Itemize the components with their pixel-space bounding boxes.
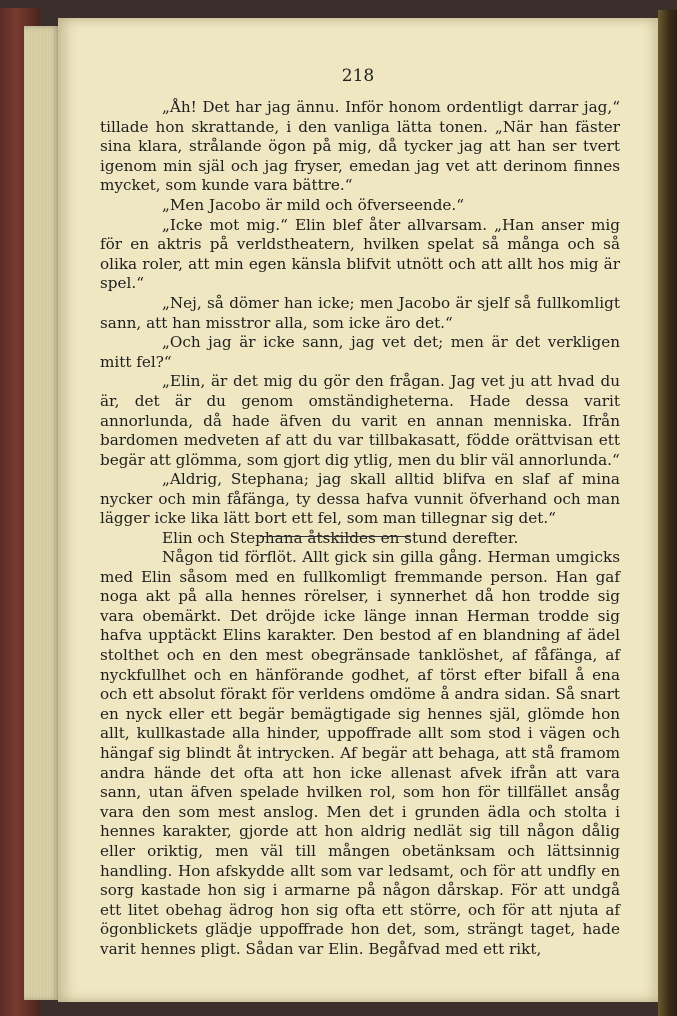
- book-page: [58, 18, 658, 1002]
- section-divider: [260, 536, 410, 537]
- paragraph: „Och jag är icke sann, jag vet det; men är det verkligen mitt fel?“: [100, 333, 620, 371]
- page-edges: [24, 26, 60, 1000]
- paragraph: „Elin, är det mig du gör den frågan. Jag vet ju att hvad du är, det är du genom omständigheterna. Hade dessa varit annorlunda, då hade äfven du varit en annan menniska. Ifrån bardomen medveten af att du var tillbakasatt, födde orättvisan ett begär att glömma, som gjort dig ytlig, men du blir väl annorlunda.“: [100, 372, 620, 469]
- paragraph: „Aldrig, Stephana; jag skall alltid blifva en slaf af mina nycker och min fåfänga, ty dessa hafva vunnit öfverhand och man lägger icke lika lätt bort ett fel, som man tillegnar sig det.“: [100, 470, 620, 528]
- paragraph: Någon tid förflöt. Allt gick sin gilla gång. Herman umgicks med Elin såsom med en fullkomligt fremmande person. Han gaf noga akt på alla hennes rörelser, i synnerhet då hon trodde sig vara obemärkt. Det dröjde icke länge innan Herman trodde sig hafva upptäckt Elins karakter. Den bestod af en blandning af ädel stolthet och en den mest obegränsade tanklöshet, af fåfänga, af nyckfullhet och en hänförande godhet, af törst efter bifall å ena och ett absolut förakt för verldens omdöme å andra sidan. Så snart en nyck eller ett begär bemägtigade sig hennes själ, glömde hon allt, kullkastade alla hinder, uppoffrade allt som stod i vägen och hängaf sig blindt åt intrycken. Af begär att behaga, att stå framom andra hände det ofta att hon icke allenast afvek ifrån att vara sann, utan äfven spelade hvilken rol, som hon för tillfället ansåg vara den som mest anslog. Men det i grunden ädla och stolta i hennes karakter, gjorde att hon aldrig nedlät sig till någon dålig eller oriktig, men väl till mången obetänksam och lättsinnig handling. Hon afskydde allt som var ledsamt, och för att undfly en sorg kastade hon sig i armarne på någon dårskap. För att undgå ett litet obehag ädrog hon sig ofta ett större, och för att njuta af ögonblickets glädje uppoffrade hon det, som, strängt taget, hade varit hennes pligt. Sådan var Elin. Begåfvad med ett rikt,: [100, 548, 620, 958]
- paragraph: „Icke mot mig.“ Elin blef åter allvarsam. „Han anser mig för en aktris på verldstheatern, hvilken spelat så många och så olika roler, att min egen känsla blifvit utnött och att allt hos mig är spel.“: [100, 215, 620, 293]
- paragraph: „Nej, så dömer han icke; men Jacobo är sjelf så fullkomligt sann, att han misstror alla, som icke äro det.“: [100, 293, 620, 332]
- narrative-section: [100, 548, 620, 959]
- binding-edge: [658, 10, 677, 1016]
- paragraph: „Åh! Det har jag ännu. Inför honom ordentligt darrar jag,“ tillade hon skrattande, i den vanliga lätta tonen. „När han fäster sina klara, strålande ögon på mig, då tycker jag att han ser tvert igenom min själ och jag fryser, emedan jag vet att derinom finnes mycket, som kunde vara bättre.“: [100, 98, 620, 195]
- dialogue-section: [100, 98, 620, 549]
- paragraph: Elin och Stephana åtskildes en stund derefter.: [162, 529, 519, 548]
- page-number: 218: [341, 66, 375, 86]
- paragraph: „Men Jacobo är mild och öfverseende.“: [162, 195, 465, 214]
